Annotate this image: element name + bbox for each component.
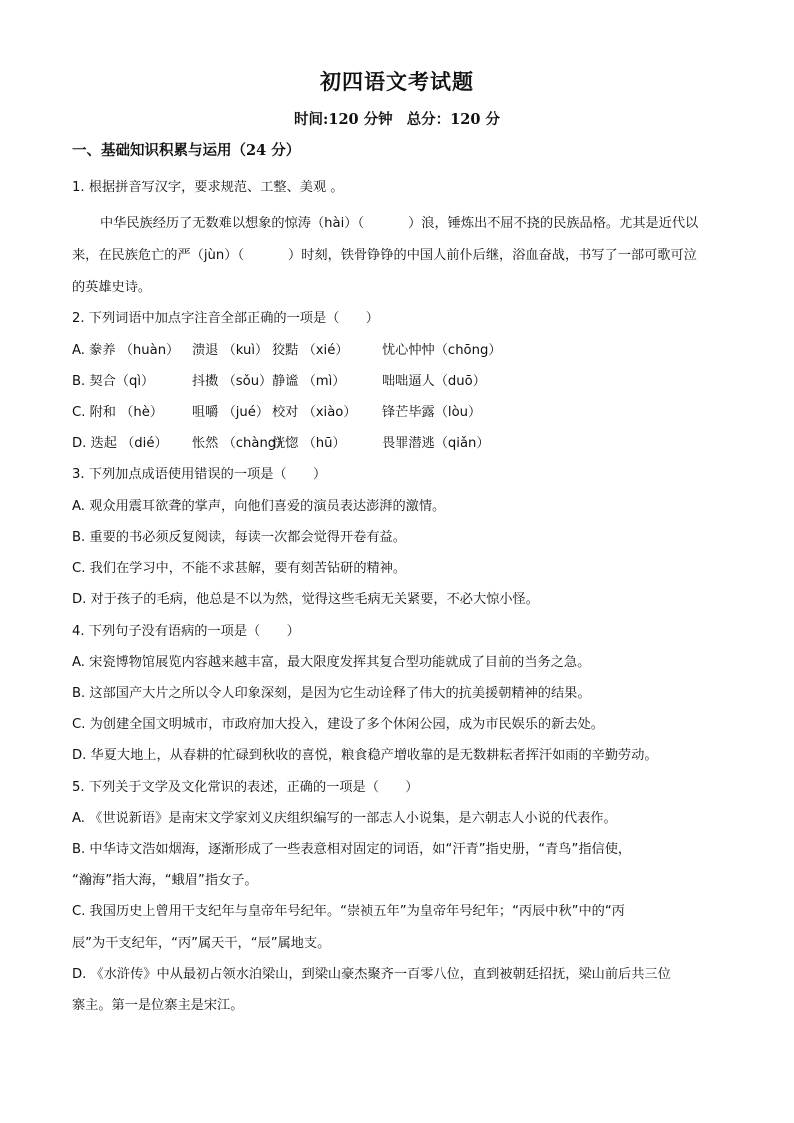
- q4-stem: 4. 下列句子没有语病的一项是（ ）: [72, 624, 300, 639]
- q4-option-c[interactable]: C. 为创建全国文明城市，市政府加大投入，建设了多个休闲公园，成为市民娱乐的新去处。: [72, 717, 604, 732]
- q5-option-d-cont: 寨主。第一是位寨主是宋江。: [72, 998, 244, 1013]
- q3-stem: 3. 下列加点成语使用错误的一项是（ ）: [72, 467, 327, 482]
- q1-passage-line: 的英雄史诗。: [72, 280, 152, 295]
- q5-stem: 5. 下列关于文学及文化常识的表述，正确的一项是（ ）: [72, 780, 419, 795]
- section-heading: 一、基础知识积累与运用（24 分）: [72, 142, 301, 159]
- q3-option-c[interactable]: C. 我们在学习中，不能不求甚解，要有刻苦钻研的精神。: [72, 561, 407, 576]
- q2-stem: 2. 下列词语中加点字注音全部正确的一项是（ ）: [72, 311, 379, 326]
- q2-option-c[interactable]: C. 附和 （hè） 咀嚼 （jué） 校对 （xiào） 锋芒毕露（lòu）: [72, 405, 482, 420]
- q1-passage-line: 来，在民族危亡的严（jùn）（ ）时刻，铁骨铮铮的中国人前仆后继，浴血奋战，书写了一部可歌可泣: [72, 248, 697, 263]
- q1-stem: 1. 根据拼音写汉字，要求规范、工整、美观 。: [72, 180, 344, 195]
- q5-option-c-cont: 辰”为干支纪年，“丙”属天干，“辰”属地支。: [72, 936, 331, 951]
- exam-time: 时间:120 分钟: [294, 111, 393, 128]
- q1-passage-line: 中华民族经历了无数难以想象的惊涛（hài）（ ）浪，锤炼出不屈不挠的民族品格。尤其是近代以: [100, 216, 699, 231]
- q5-option-a[interactable]: A. 《世说新语》是南宋文学家刘义庆组织编写的一部志人小说集，是六朝志人小说的代表作。: [72, 811, 617, 826]
- q2-option-b[interactable]: B. 契合（qì） 抖擞 （sǒu）静谧 （mì） 咄咄逼人（duō）: [72, 374, 486, 389]
- q5-option-d[interactable]: D. 《水浒传》中从最初占领水泊梁山，到梁山豪杰聚齐一百零八位，直到被朝廷招抚，梁山前后共三位: [72, 967, 671, 982]
- exam-total-score: 总分：120 分: [406, 111, 500, 128]
- q5-option-b[interactable]: B. 中华诗文浩如烟海，逐渐形成了一些表意相对固定的词语，如“汗青”指史册，“青鸟”指信使，: [72, 842, 632, 857]
- q4-option-b[interactable]: B. 这部国产大片之所以令人印象深刻，是因为它生动诠释了伟大的抗美援朝精神的结果。: [72, 686, 591, 701]
- q4-option-a[interactable]: A. 宋瓷博物馆展览内容越来越丰富，最大限度发挥其复合型功能就成了目前的当务之急。: [72, 655, 591, 670]
- q3-option-a[interactable]: A. 观众用震耳欲聋的掌声，向他们喜爱的演员表达澎湃的激情。: [72, 499, 446, 514]
- q3-option-b[interactable]: B. 重要的书必须反复阅读，每读一次都会觉得开卷有益。: [72, 530, 406, 545]
- exam-info: [0, 108, 794, 129]
- q3-option-d[interactable]: D. 对于孩子的毛病，他总是不以为然，觉得这些毛病无关紧要，不必大惊小怪。: [72, 592, 539, 607]
- page-title: 初四语文考试题: [320, 69, 474, 94]
- q2-option-a[interactable]: A. 豢养 （huàn） 溃退 （kuì） 狡黠 （xié） 忧心忡忡（chōng）: [72, 343, 502, 358]
- q4-option-d[interactable]: D. 华夏大地上，从春耕的忙碌到秋收的喜悦，粮食稳产增收靠的是无数耕耘者挥汗如雨的辛勤劳动。: [72, 748, 658, 763]
- q5-option-c[interactable]: C. 我国历史上曾用干支纪年与皇帝年号纪年。“崇祯五年”为皇帝年号纪年；“丙辰中秋”中的“丙: [72, 904, 625, 919]
- q2-option-d[interactable]: D. 迭起 （dié） 怅然 （chàng）恍惚 （hū） 畏罪潜逃（qiǎn）: [72, 436, 490, 451]
- q5-option-b-cont: “瀚海”指大海，“蛾眉”指女子。: [72, 873, 258, 888]
